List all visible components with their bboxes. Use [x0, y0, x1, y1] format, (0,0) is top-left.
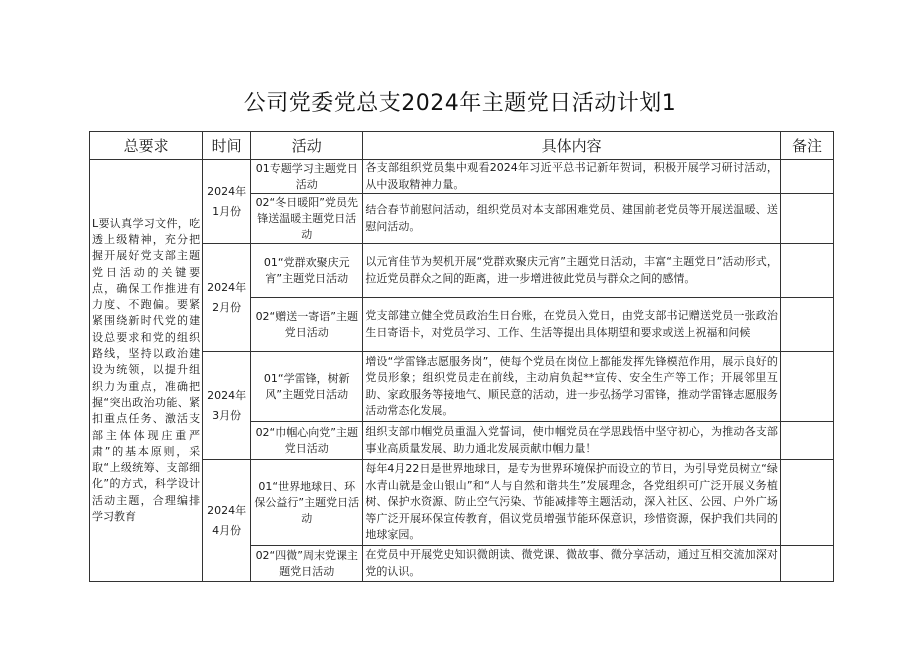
activity-cell: 01“党群欢聚庆元宵”主题党日活动	[251, 244, 363, 298]
note-cell	[780, 160, 833, 194]
detail-cell: 增设“学雷锋志愿服务岗”，使每个党员在岗位上都能发挥先锋模范作用，展示良好的党员形象；组织党员走在前线，主动肩负起**宣传、安全生产等工作；开展邻里互助、家政服务等接地气、顺民意的活动，进一步弘扬学习雷锋，推动学雷锋志愿服务活动常态化发展。	[363, 352, 781, 422]
activity-cell: 02“赠送一寄语”主题党日活动	[251, 298, 363, 352]
note-cell	[780, 422, 833, 460]
month-cell: 2024年4月份	[203, 460, 251, 582]
note-cell	[780, 244, 833, 298]
detail-cell: 结合春节前慰问活动，组织党员对本支部困难党员、建国前老党员等开展送温暖、送慰问活动。	[363, 194, 781, 244]
activity-cell: 01专题学习主题党日活动	[251, 160, 363, 194]
activity-cell: 02“巾帼心向党”主题党日活动	[251, 422, 363, 460]
header-requirement: 总要求	[90, 132, 203, 160]
detail-cell: 党支部建立健全党员政治生日台账，在党员入党日，由党支部书记赠送党员一张政治生日寄语卡，对党员学习、工作、生活等提出具体期望和要求或送上祝福和问候	[363, 298, 781, 352]
activity-cell: 01“学雷锋，树新风”主题党日活动	[251, 352, 363, 422]
note-cell	[780, 194, 833, 244]
month-cell: 2024年1月份	[203, 160, 251, 244]
month-cell: 2024年3月份	[203, 352, 251, 460]
detail-cell: 以元宵佳节为契机开展“党群欢聚庆元宵”主题党日活动，丰富“主题党日”活动形式，拉近党员群众之间的距离，进一步增进彼此党员与群众之间的感情。	[363, 244, 781, 298]
header-detail: 具体内容	[363, 132, 781, 160]
page-title: 公司党委党总支2024年主题党日活动计划1	[243, 91, 677, 116]
detail-cell: 每年4月22日是世界地球日，是专为世界环境保护而设立的节日，为引导党员树立“绿水青山就是金山银山”和“人与自然和谐共生”发展理念，各党组织可广泛开展义务植树、保护水资源、防止空气污染、节能减排等主题活动，深入社区、公园、户外广场等广泛开展环保宣传教育，倡议党员增强节能环保意识，珍惜资源，保护我们共同的地球家园。	[363, 460, 781, 546]
activity-cell: 02“冬日暖阳”党员先锋送温暖主题党日活动	[251, 194, 363, 244]
header-activity: 活动	[251, 132, 363, 160]
table-row	[90, 160, 834, 194]
note-cell	[780, 352, 833, 422]
activity-cell: 02“四微”周末党课主题党日活动	[251, 546, 363, 582]
month-cell: 2024年2月份	[203, 244, 251, 352]
note-cell	[780, 546, 833, 582]
detail-cell: 组织支部巾帼党员重温入党誓词，使巾帼党员在学思践悟中坚守初心，为推动各支部事业高质量发展、助力通北发展贡献巾帼力量！	[363, 422, 781, 460]
detail-cell: 在党员中开展党史知识微朗读、微党课、微故事、微分享活动，通过互相交流加深对党的认识。	[363, 546, 781, 582]
detail-cell: 各支部组织党员集中观看2024年习近平总书记新年贺词，积极开展学习研讨活动，从中汲取精神力量。	[363, 160, 781, 194]
header-note: 备注	[780, 132, 833, 160]
note-cell	[780, 460, 833, 546]
activity-plan-table	[89, 131, 834, 582]
header-time: 时间	[203, 132, 251, 160]
activity-cell: 01“世界地球日、环保公益行”主题党日活动	[251, 460, 363, 546]
note-cell	[780, 298, 833, 352]
requirement-cell: L要认真学习文件，吃透上级精神，充分把握开展好党支部主题党日活动的关键要点，确保工作推进有力度、不跑偏。要紧紧围绕新时代党的建设总要求和党的组织路线，坚持以政治建设为统领，以提升组织力为重点，准确把握“突出政治功能、紧扣重点任务、激活支部主体体现庄重严肃”的基本原则，采取“上级统筹、支部细化”的方式，科学设计活动主题，合理编排学习教育	[90, 160, 203, 582]
table-header-row	[90, 132, 834, 160]
